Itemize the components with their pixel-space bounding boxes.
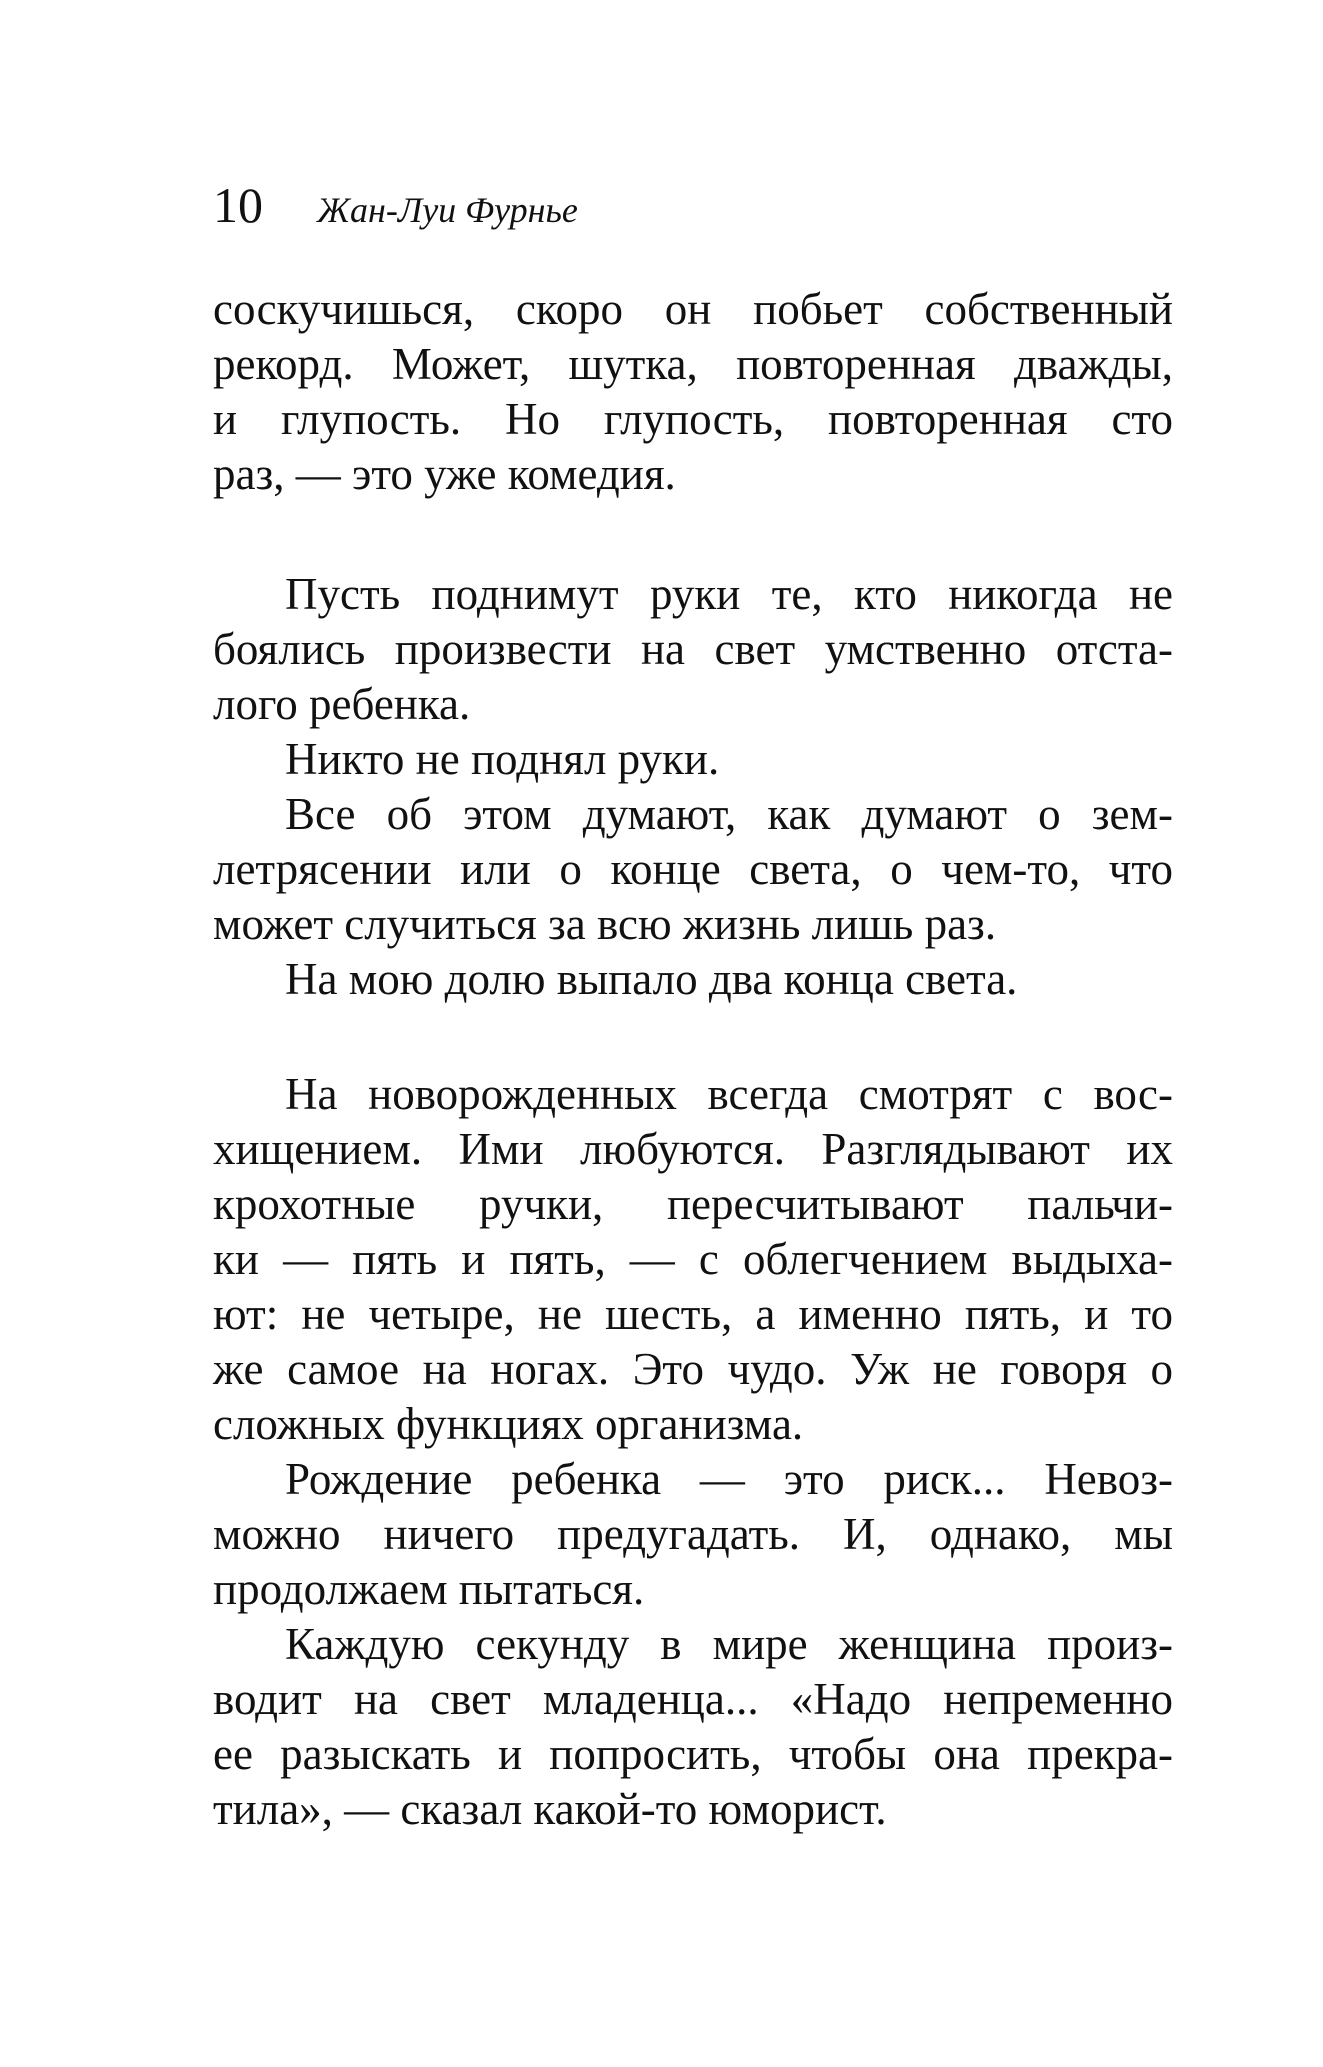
text-line: лого ребенка. (213, 679, 471, 729)
text-line: тила», — сказал какой-то юморист. (213, 1784, 887, 1834)
text-line: же самое на ногах. Это чудо. Уж не говоря о (213, 1344, 1173, 1394)
running-title: Жан-Луи Фурнье (317, 190, 578, 230)
text-line: сложных функциях организма. (213, 1399, 804, 1449)
text-line: крохотные ручки, пересчитывают пальчи- (213, 1179, 1173, 1229)
page-number: 10 (213, 177, 263, 233)
text-line: хищением. Ими любуются. Разглядывают их (213, 1124, 1173, 1174)
text-line: и глупость. Но глупость, повторенная сто (213, 394, 1173, 444)
text-line: может случиться за всю жизнь лишь раз. (213, 899, 997, 949)
text-line: Никто не поднял руки. (285, 734, 720, 784)
text-line: ют: не четыре, не шесть, а именно пять, и то (213, 1289, 1173, 1339)
text-line: Пусть поднимут руки те, кто никогда не (285, 569, 1173, 619)
text-line: Все об этом думают, как думают о зем- (285, 789, 1173, 839)
text-line: раз, — это уже комедия. (213, 449, 676, 499)
text-line: ки — пять и пять, — с облегчением выдыха- (213, 1234, 1173, 1284)
text-line: водит на свет младенца... «Надо непременно (213, 1674, 1173, 1724)
text-line: боялись произвести на свет умственно отста- (213, 624, 1173, 674)
text-line: Каждую секунду в мире женщина произ- (285, 1619, 1173, 1669)
text-line: рекорд. Может, шутка, повторенная дважды, (213, 339, 1173, 389)
text-section-3 (213, 1067, 1173, 1837)
text-line: Рождение ребенка — это риск... Невоз- (285, 1454, 1173, 1504)
page-header (213, 177, 578, 260)
text-line: соскучишься, скоро он побьет собственный (213, 284, 1173, 334)
text-line: можно ничего предугадать. И, однако, мы (213, 1509, 1173, 1559)
text-line: продолжаем пытаться. (213, 1564, 645, 1614)
text-section-2 (213, 567, 1173, 1007)
text-line: летрясении или о конце света, о чем-то, что (213, 844, 1173, 894)
text-line: ее разыскать и попросить, чтобы она прекра- (213, 1729, 1173, 1779)
text-line: На новорожденных всегда смотрят с вос- (285, 1069, 1173, 1119)
text-section-1 (213, 282, 1173, 502)
text-line: На мою долю выпало два конца света. (285, 954, 1018, 1004)
